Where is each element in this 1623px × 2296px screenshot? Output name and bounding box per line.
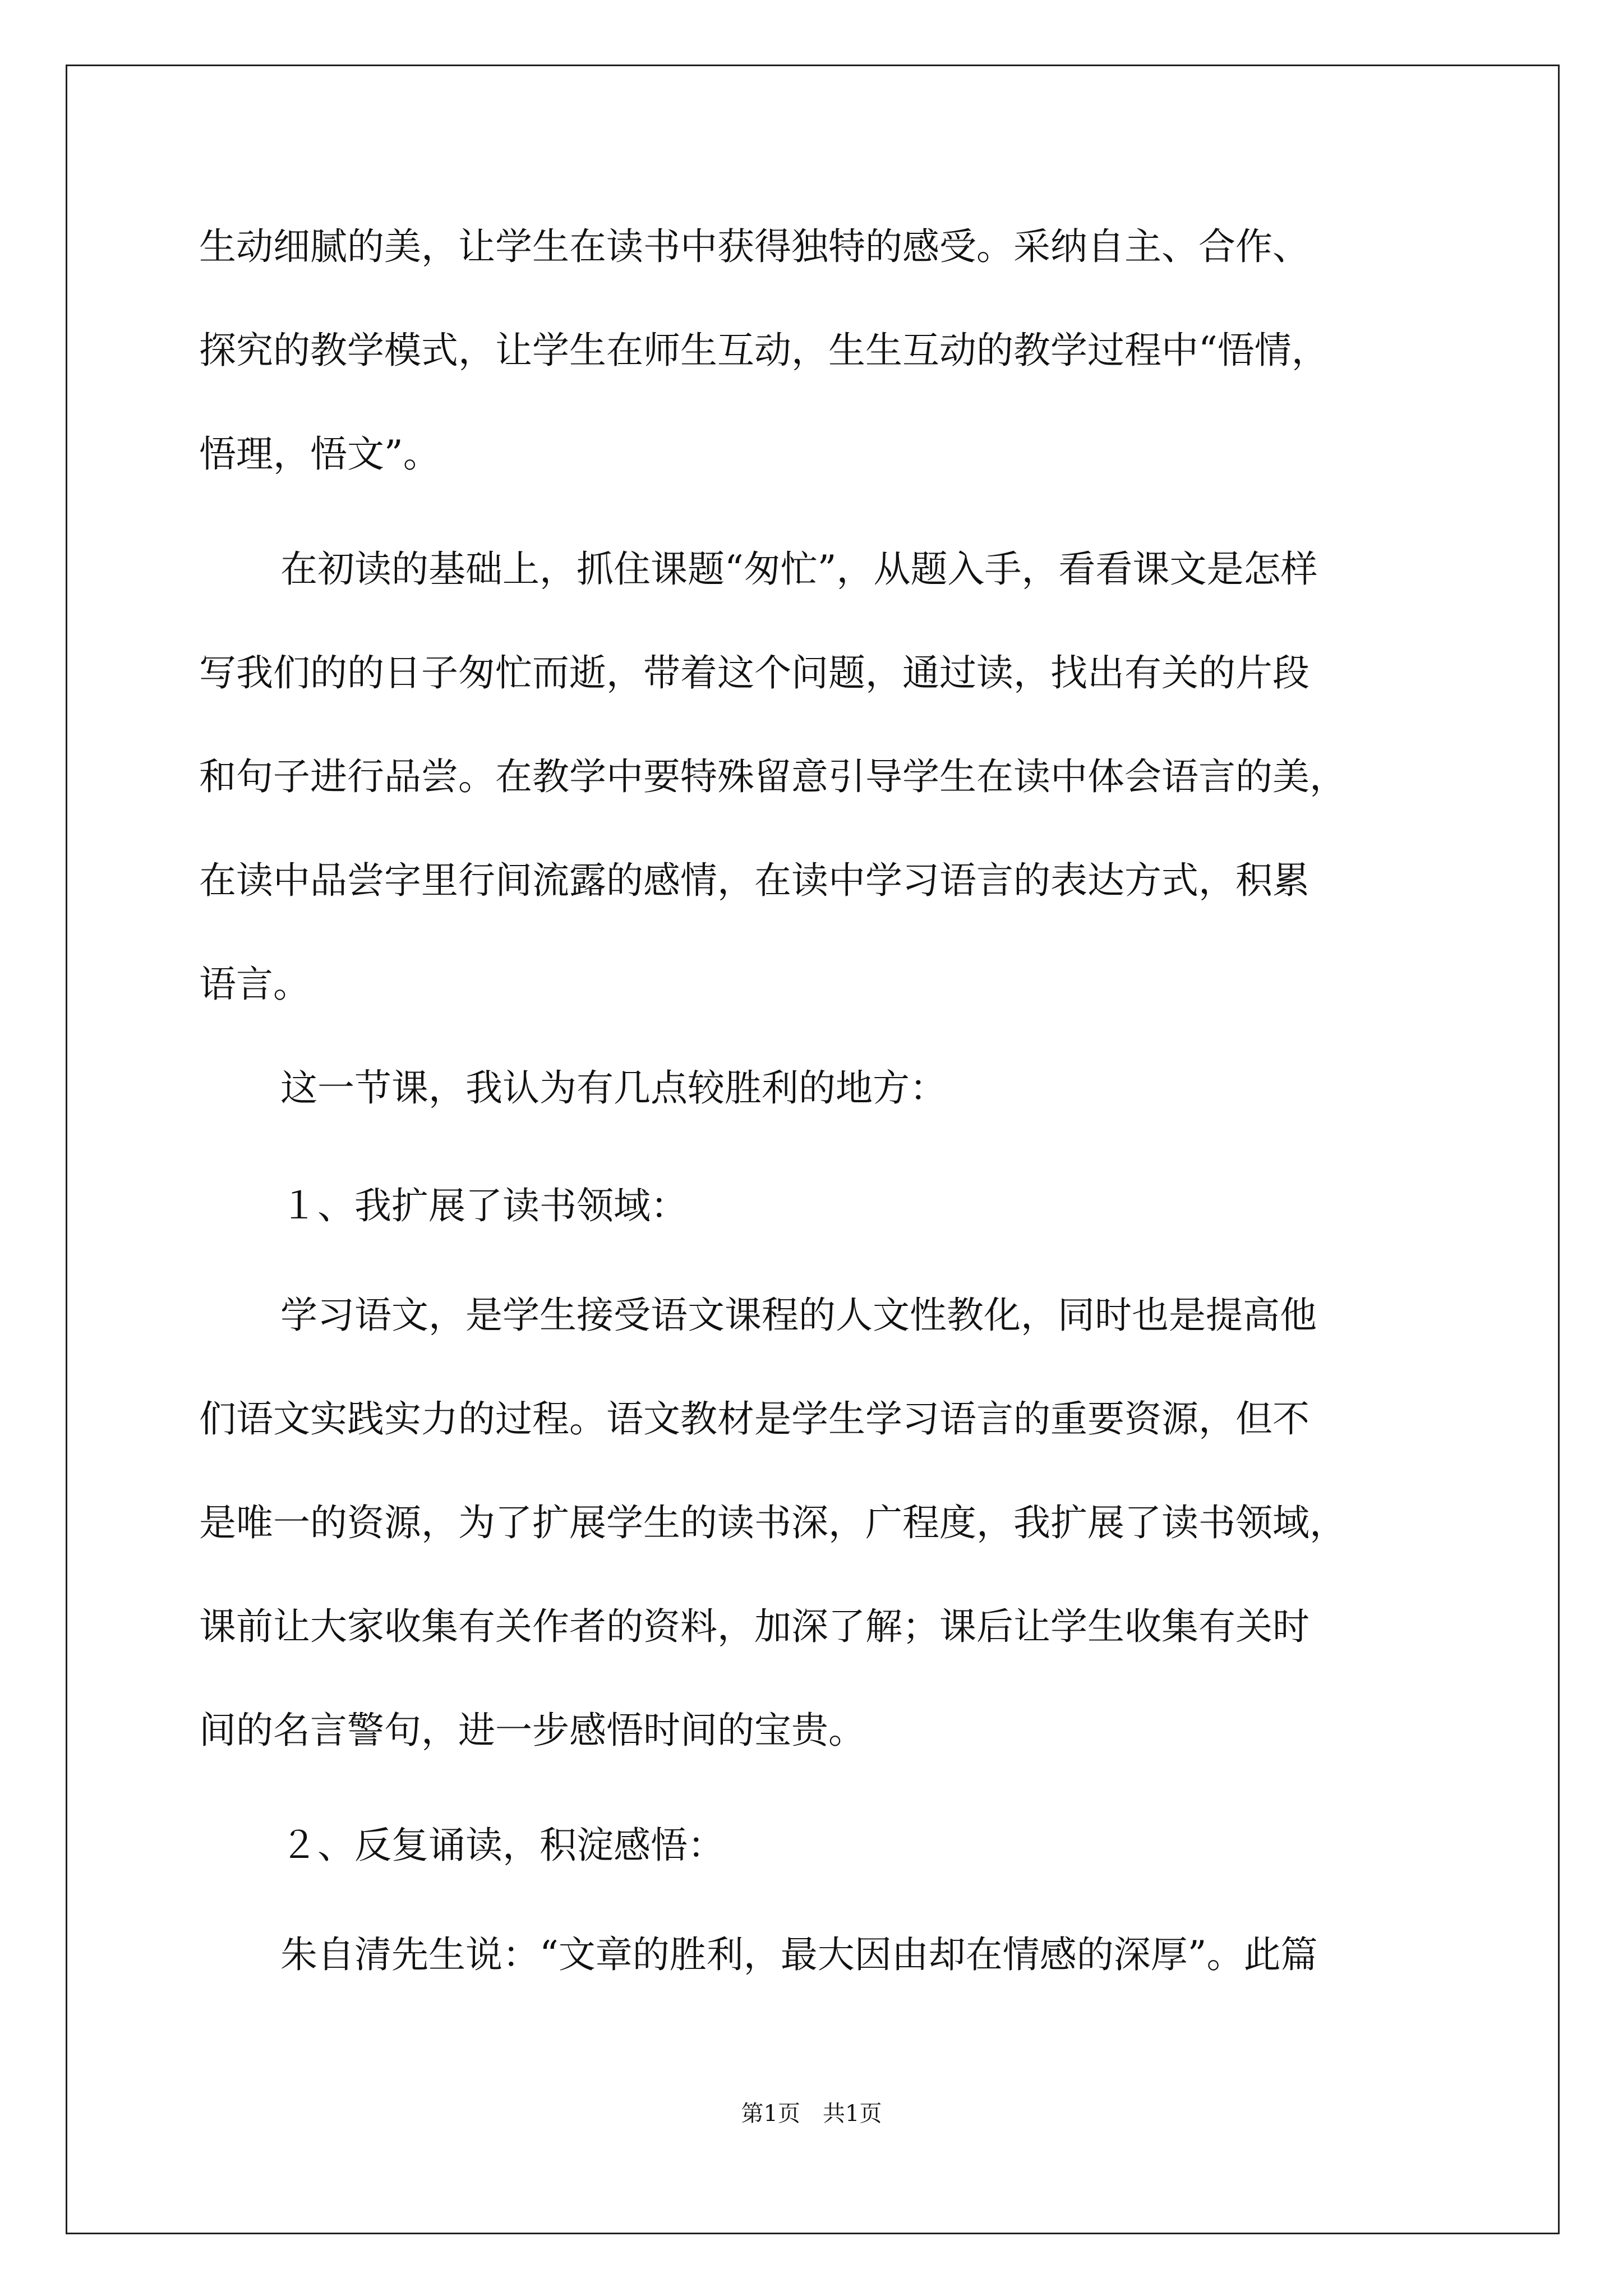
text-line: 是唯一的资源，为了扩展学生的读书深，广程度，我扩展了读书领域，: [199, 1501, 1347, 1544]
text-line: 悟理，悟文”。: [199, 432, 440, 476]
text-line: 在初读的基础上，抓住课题“匆忙”，从题入手，看看课文是怎样: [280, 547, 1318, 591]
text-line: 这一节课，我认为有几点较胜利的地方：: [280, 1066, 947, 1110]
text-line: 生动细腻的美，让学生在读书中获得独特的感受。采纳自主、合作、: [199, 225, 1310, 268]
text-line: 朱自清先生说：“文章的胜利，最大因由却在情感的深厚”。此篇: [280, 1933, 1318, 1976]
text-line: ２、反复诵读，积淀感悟：: [280, 1824, 725, 1867]
text-line: １、我扩展了读书领域：: [280, 1184, 688, 1227]
text-line: 写我们的的日子匆忙而逝，带着这个问题，通过读，找出有关的片段: [199, 651, 1310, 694]
text-line: 们语文实践实力的过程。语文教材是学生学习语言的重要资源，但不: [199, 1397, 1310, 1441]
text-line: 间的名言警句，进一步感悟时间的宝贵。: [199, 1709, 865, 1752]
page-footer: 第1页 共1页: [741, 2101, 882, 2127]
text-line: 和句子进行品尝。在教学中要特殊留意引导学生在读中体会语言的美，: [199, 755, 1347, 798]
page-border: [66, 65, 1560, 2234]
text-line: 学习语文，是学生接受语文课程的人文性教化，同时也是提高他: [280, 1294, 1317, 1337]
text-line: 探究的教学模式，让学生在师生互动，生生互动的教学过程中“悟情，: [199, 329, 1329, 372]
text-line: 在读中品尝字里行间流露的感情，在读中学习语言的表达方式，积累: [199, 859, 1310, 902]
text-line: 课前让大家收集有关作者的资料，加深了解；课后让学生收集有关时: [199, 1605, 1310, 1648]
text-line: 语言。: [199, 963, 310, 1006]
